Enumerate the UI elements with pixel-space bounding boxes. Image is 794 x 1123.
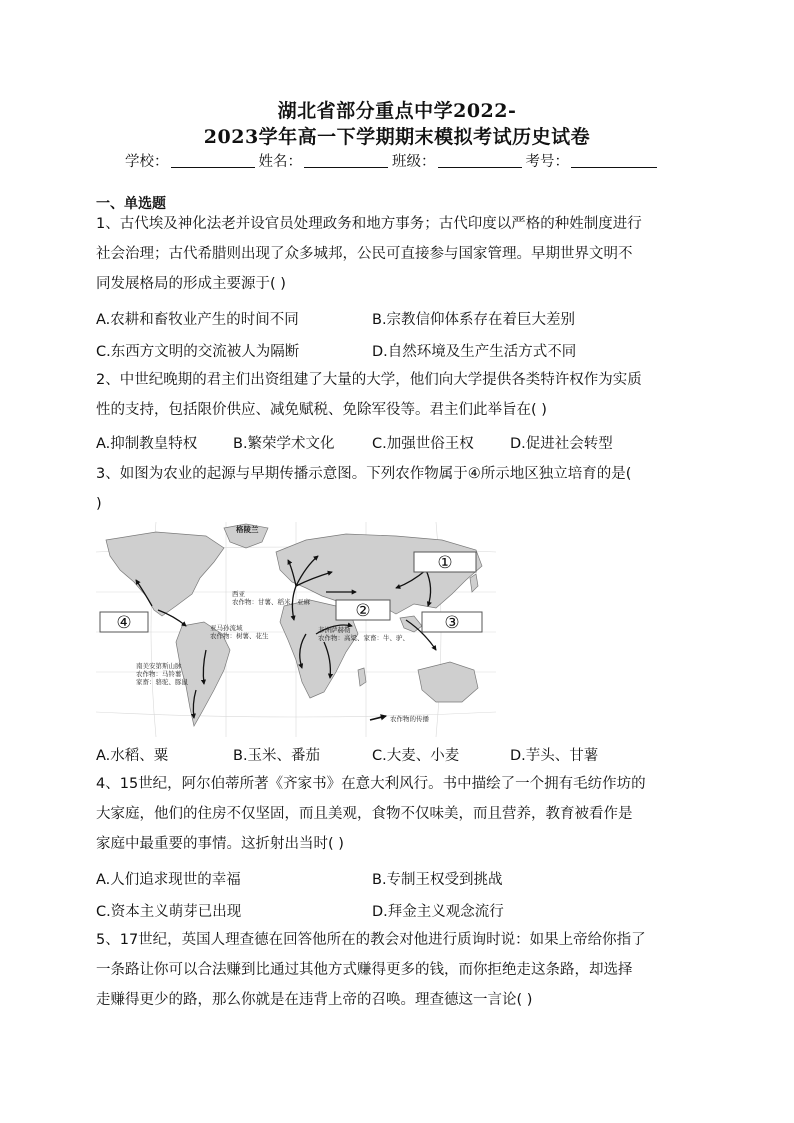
map-box-1-label: ① bbox=[437, 553, 453, 573]
map-box-2-label: ② bbox=[355, 601, 371, 621]
q1-line-1: 1、古代埃及神化法老并设官员处理政务和地方事务；古代印度以严格的种姓制度进行 bbox=[96, 216, 642, 232]
q3-line-2: ) bbox=[96, 496, 102, 512]
q1-option-a[interactable]: A.农耕和畜牧业产生的时间不同 bbox=[96, 312, 299, 328]
map-box-4-label: ④ bbox=[116, 613, 132, 633]
andes-crops: 农作物：马铃薯 bbox=[136, 670, 182, 678]
q5-line-1: 5、17世纪，英国人理查德在回答他所在的教会对他进行质询时说：如果上帝给你指了 bbox=[96, 932, 646, 948]
q2-option-d[interactable]: D.促进社会转型 bbox=[510, 436, 613, 452]
q1-line-3: 同发展格局的形成主要源于( ) bbox=[96, 276, 286, 292]
sahel-label: 非洲萨赫勒 bbox=[318, 626, 351, 634]
exam-title-line-2: 2023学年高一下学期期末模拟考试历史试卷 bbox=[203, 126, 591, 148]
school-blank[interactable] bbox=[171, 153, 255, 168]
q4-line-2: 大家庭，他们的住房不仅坚固，而且美观，食物不仅味美，而且营养，教育被看作是 bbox=[96, 806, 633, 822]
name-blank[interactable] bbox=[304, 153, 388, 168]
amazon-crops: 农作物：树薯、花生 bbox=[210, 632, 269, 640]
sahel-crops: 农作物：高粱、家畜：牛、驴、 bbox=[318, 634, 409, 642]
q2-option-c[interactable]: C.加强世俗王权 bbox=[372, 436, 474, 452]
name-label: 姓名： bbox=[258, 154, 302, 170]
q3-option-b[interactable]: B.玉米、番茄 bbox=[233, 748, 321, 764]
q4-line-1: 4、15世纪，阿尔伯蒂所著《齐家书》在意大利风行。书中描绘了一个拥有毛纺作坊的 bbox=[96, 776, 646, 792]
q3-line-1: 3、如图为农业的起源与早期传播示意图。下列农作物属于④所示地区独立培育的是( bbox=[96, 466, 632, 482]
q1-option-d[interactable]: D.自然环境及生产生活方式不同 bbox=[372, 344, 577, 360]
greenland-label: 格陵兰 bbox=[236, 525, 259, 534]
student-info-line bbox=[125, 150, 661, 171]
q3-option-c[interactable]: C.大麦、小麦 bbox=[372, 748, 460, 764]
q2-line-2: 性的支持，包括限价供应、减免赋税、免除军役等。君主们此举旨在( ) bbox=[96, 402, 547, 418]
q3-option-d[interactable]: D.芋头、甘薯 bbox=[510, 748, 599, 764]
q5-line-3: 走赚得更少的路，那么你就是在违背上帝的召唤。理查德这一言论( ) bbox=[96, 992, 533, 1008]
q1-option-c[interactable]: C.东西方文明的交流被人为隔断 bbox=[96, 344, 300, 360]
q4-line-3: 家庭中最重要的事情。这折射出当时( ) bbox=[96, 836, 344, 852]
q4-option-d[interactable]: D.拜金主义观念流行 bbox=[372, 904, 504, 920]
class-label: 班级： bbox=[392, 154, 436, 170]
number-label: 考号： bbox=[525, 154, 569, 170]
q4-option-b[interactable]: B.专制王权受到挑战 bbox=[372, 872, 503, 888]
andes-animals: 家畜：骆驼、豚鼠 bbox=[136, 678, 188, 686]
west-asia-crops: 农作物：甘薯、稻米、亚麻 bbox=[232, 598, 310, 606]
q3-option-a[interactable]: A.水稻、粟 bbox=[96, 748, 169, 764]
agriculture-origin-map bbox=[96, 522, 496, 737]
section-heading: 一、单选题 bbox=[96, 196, 166, 212]
andes-label: 南美安第斯山脉 bbox=[136, 662, 182, 670]
q4-option-a[interactable]: A.人们追求现世的幸福 bbox=[96, 872, 241, 888]
school-label: 学校： bbox=[125, 154, 169, 170]
class-blank[interactable] bbox=[438, 153, 522, 168]
q2-line-1: 2、中世纪晚期的君主们出资组建了大量的大学，他们向大学提供各类特许权作为实质 bbox=[96, 372, 642, 388]
q2-option-b[interactable]: B.繁荣学术文化 bbox=[233, 436, 335, 452]
west-asia-label: 西亚 bbox=[232, 590, 245, 598]
legend-label: 农作物的传播 bbox=[390, 715, 429, 723]
q5-line-2: 一条路让你可以合法赚到比通过其他方式赚得更多的钱，而你拒绝走这条路，却选择 bbox=[96, 962, 633, 978]
exam-title-line-1: 湖北省部分重点中学2022- bbox=[277, 100, 517, 122]
q2-option-a[interactable]: A.抑制教皇特权 bbox=[96, 436, 198, 452]
amazon-label: 亚马孙流域 bbox=[210, 624, 243, 632]
map-box-3-label: ③ bbox=[444, 613, 460, 633]
q1-option-b[interactable]: B.宗教信仰体系存在着巨大差别 bbox=[372, 312, 576, 328]
number-blank[interactable] bbox=[571, 153, 657, 168]
q4-option-c[interactable]: C.资本主义萌芽已出现 bbox=[96, 904, 242, 920]
q1-line-2: 社会治理；古代希腊则出现了众多城邦，公民可直接参与国家管理。早期世界文明不 bbox=[96, 246, 633, 262]
